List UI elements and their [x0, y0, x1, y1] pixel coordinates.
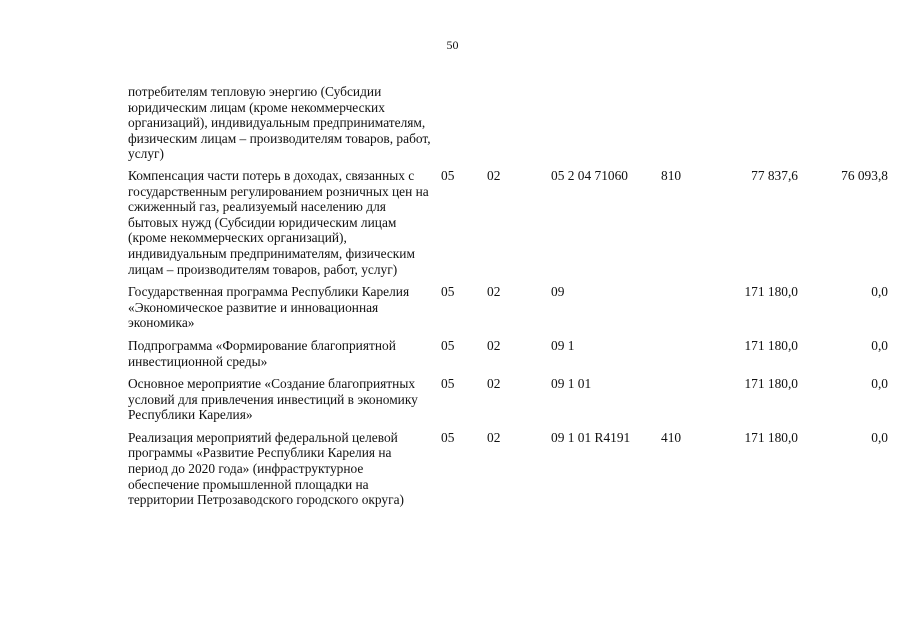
amount-year-1: 171 180,0 [744, 337, 798, 353]
target-article-code: 09 1 01 R4191 [551, 429, 631, 445]
amount-year-2: 0,0 [871, 284, 888, 300]
target-article-code: 05 2 04 71060 [551, 167, 628, 183]
amount-year-1: 171 180,0 [744, 284, 798, 300]
table-row [128, 429, 888, 508]
subsection-code: 02 [487, 284, 501, 300]
row-description: Государственная программа Республики Карелия «Экономическое развитие и инновационная экономика» [128, 284, 410, 331]
target-article-code: 09 1 [551, 337, 575, 353]
table-row [128, 84, 433, 162]
target-article-code: 09 1 01 [551, 376, 592, 392]
amount-year-2: 76 093,8 [841, 167, 888, 183]
section-code: 05 [441, 429, 455, 445]
amount-year-1: 171 180,0 [744, 376, 798, 392]
row-description: потребителям тепловую энергию (Субсидии юридическим лицам (кроме некоммерческих организаций), индивидуальным предпринимателям, физическим лицам – производителям товаров, работ, услуг) [128, 84, 431, 162]
amount-year-1: 171 180,0 [744, 429, 798, 445]
section-code: 05 [441, 376, 455, 392]
amount-year-2: 0,0 [871, 376, 888, 392]
row-description: Подпрограмма «Формирование благоприятной инвестиционной среды» [128, 337, 396, 369]
row-description: Компенсация части потерь в доходах, связанных с государственным регулированием розничных цен на сжиженный газ, реализуемый населению для бытовых нужд (Субсидии юридическим лицам (кроме некоммерческих организаций), индивидуальным предпринимателям, физическим лицам – производителям товаров, работ, услуг) [128, 167, 429, 277]
section-code: 05 [441, 167, 455, 183]
section-code: 05 [441, 284, 455, 300]
amount-year-2: 0,0 [871, 337, 888, 353]
subsection-code: 02 [487, 429, 501, 445]
subsection-code: 02 [487, 376, 501, 392]
subsection-code: 02 [487, 167, 501, 183]
row-description: Реализация мероприятий федеральной целевой программы «Развитие Республики Карелия на период до 2020 года» (инфраструктурное обеспечение промышленной площадки на территории Петрозаводского городского округа) [128, 429, 405, 508]
expense-type-code: 410 [661, 429, 682, 445]
table-row [128, 167, 888, 277]
page-number: 50 [446, 38, 459, 52]
table-row [128, 284, 888, 331]
section-code: 05 [441, 337, 455, 353]
budget-table [128, 84, 888, 508]
table-row [128, 337, 888, 369]
target-article-code: 09 [551, 284, 565, 300]
expense-type-code: 810 [661, 167, 682, 183]
amount-year-1: 77 837,6 [751, 167, 798, 183]
table-row [128, 376, 888, 423]
amount-year-2: 0,0 [871, 429, 888, 445]
row-description: Основное мероприятие «Создание благоприятных условий для привлечения инвестиций в экономику Республики Карелия» [128, 376, 418, 423]
subsection-code: 02 [487, 337, 501, 353]
